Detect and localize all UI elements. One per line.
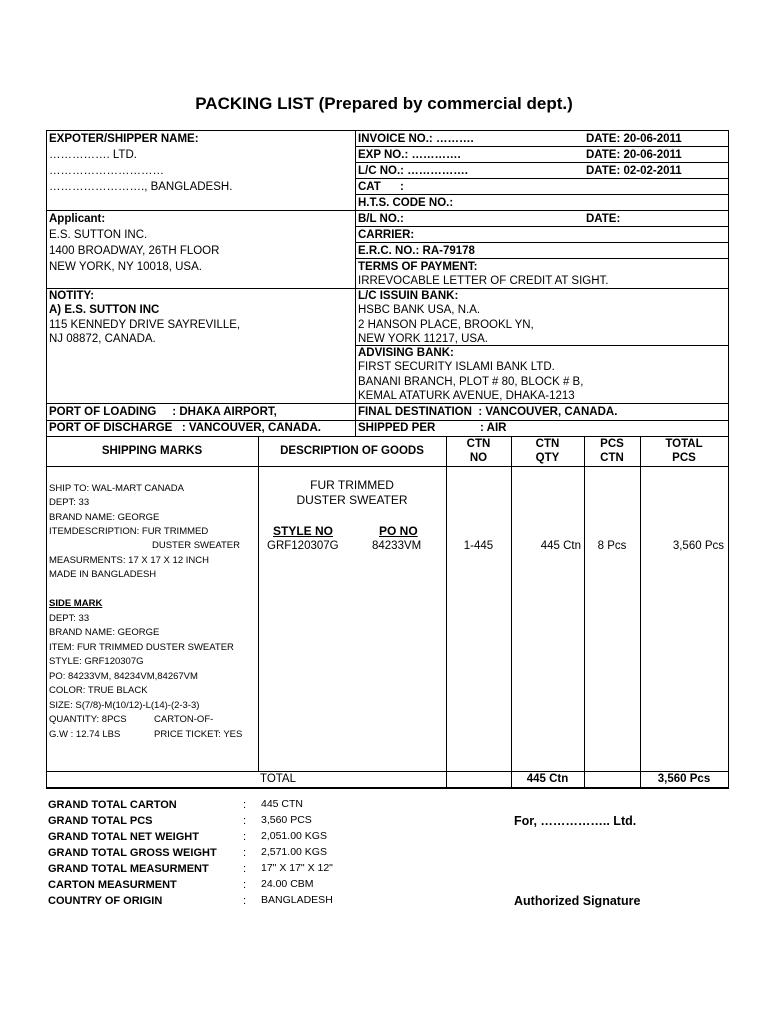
shipping-mark-line: MADE IN BANGLADESH [49,569,157,580]
total-ctn: 445 Ctn [526,773,569,785]
packing-list-table [46,130,729,790]
shipping-mark-line: DUSTER SWEATER [152,540,240,551]
side-mark-line: ITEM: FUR TRIMMED DUSTER SWEATER [49,642,234,653]
rule [355,226,729,227]
ctn-no-value: 1-445 [463,540,494,552]
summary-value: 2,051.00 KGS [261,830,327,842]
authorized-signature-label: Authorized Signature [514,894,641,908]
col-ctn-no: CTN [466,438,491,450]
shipper-heading: EXPOTER/SHIPPER NAME: [49,133,199,145]
final-destination: FINAL DESTINATION : VANCOUVER, CANADA. [358,406,618,418]
erc-no: E.R.C. NO.: RA-79178 [358,245,475,257]
summary-colon: : [243,831,247,843]
hts-code: H.T.S. CODE NO.: [358,197,454,209]
summary-colon: : [243,799,247,811]
signature-for-line: For, …………….. Ltd. [514,814,637,828]
po-no-heading: PO NO [379,524,418,538]
lc-bank-line: NEW YORK 11217, USA. [358,333,488,345]
side-mark-line: PO: 84233VM, 84234VM,84267VM [49,671,198,682]
summary-colon: : [243,895,247,907]
total-pcs-sum: 3,560 Pcs [657,773,711,785]
rule [46,130,47,789]
summary-colon: : [243,815,247,827]
cat-field: CAT : [358,181,404,193]
side-mark-line: SIZE: S(7/8)-M(10/12)-L(14)-(2-3-3) [49,700,200,711]
col-pcs-ctn: CTN [600,452,624,464]
rule [355,258,729,259]
summary-value: 24.00 CBM [261,878,314,890]
invoice-date: DATE: 20-06-2011 [586,133,682,145]
side-mark-line: BRAND NAME: GEORGE [49,627,160,638]
port-of-discharge: PORT OF DISCHARGE : VANCOUVER, CANADA. [49,422,321,434]
advising-bank-heading: ADVISING BANK: [358,347,454,359]
rule [46,771,729,772]
port-of-loading: PORT OF LOADING : DHAKA AIRPORT, [49,406,277,418]
exp-no: EXP NO.: …………. [358,149,461,161]
lc-bank-heading: L/C ISSUIN BANK: [358,290,459,302]
rule [355,242,729,243]
rule [46,787,729,789]
applicant-heading: Applicant: [49,213,106,225]
notify-line: NJ 08872, CANADA. [49,333,156,345]
col-description: DESCRIPTION OF GOODS [280,445,424,457]
notify-heading: NOTITY: [49,290,95,302]
notify-line: 115 KENNEDY DRIVE SAYREVILLE, [49,319,241,331]
bl-no: B/L NO.: [358,213,404,225]
goods-description-line: DUSTER SWEATER [296,493,408,507]
carrier: CARRIER: [358,229,415,241]
col-total-pcs: PCS [672,452,696,464]
shipper-line: ……………. LTD. [49,149,137,161]
advising-bank-line: BANANI BRANCH, PLOT # 80, BLOCK # B, [358,376,584,388]
shipping-mark-line: ITEMDESCRIPTION: FUR TRIMMED [49,526,209,537]
lc-date: DATE: 02-02-2011 [586,165,682,177]
applicant-line: 1400 BROADWAY, 26TH FLOOR [49,245,220,257]
rule [640,436,641,788]
side-mark-carton-of: CARTON-OF- [154,714,214,725]
col-shipping-marks: SHIPPING MARKS [101,445,203,457]
summary-colon: : [243,863,247,875]
rule [355,194,729,195]
rule [728,130,729,789]
lc-bank-line: HSBC BANK USA, N.A. [358,304,481,316]
style-no-value: GRF120307G [267,540,339,552]
terms-value: IRREVOCABLE LETTER OF CREDIT AT SIGHT. [358,275,609,287]
rule [355,146,729,147]
side-mark-heading: SIDE MARK [49,598,103,609]
invoice-no: INVOICE NO.: ………. [358,133,474,145]
notify-name: A) E.S. SUTTON INC [49,304,160,316]
rule [46,403,729,404]
lc-no: L/C NO.: ……………. [358,165,468,177]
bl-date: DATE: [586,213,621,225]
advising-bank-line: KEMAL ATATURK AVENUE, DHAKA-1213 [358,390,575,402]
ctn-qty-value: 445 Ctn [540,540,581,552]
rule [446,436,447,788]
po-no-value: 84233VM [372,540,422,552]
col-pcs-ctn: PCS [600,438,624,450]
summary-value: 17" X 17" X 12" [261,862,333,874]
style-no-heading: STYLE NO [273,524,334,538]
shipping-mark-line: SHIP TO: WAL-MART CANADA [49,483,184,494]
applicant-line: E.S. SUTTON INC. [49,229,148,241]
rule [584,436,585,788]
side-mark-gw: G.W : 12.74 LBS [49,729,121,740]
side-mark-line: STYLE: GRF120307G [49,656,144,667]
shipped-per: SHIPPED PER : AIR [358,422,507,434]
side-mark-price-ticket: PRICE TICKET: YES [154,729,243,740]
summary-label: CARTON MEASURMENT [48,879,177,891]
summary-value: 445 CTN [261,798,304,810]
col-total-pcs: TOTAL [665,438,703,450]
lc-bank-line: 2 HANSON PLACE, BROOKL YN, [358,319,534,331]
terms-heading: TERMS OF PAYMENT: [358,261,478,273]
total-pcs-value: 3,560 Pcs [672,540,724,552]
rule [355,178,729,179]
goods-description-line: FUR TRIMMED [310,478,394,492]
col-ctn-no: NO [469,452,488,464]
summary-label: GRAND TOTAL CARTON [48,799,177,811]
col-ctn-qty: QTY [535,452,560,464]
side-mark-line: DEPT: 33 [49,613,90,624]
summary-label: COUNTRY OF ORIGIN [48,895,163,907]
rule [46,130,729,131]
summary-label: GRAND TOTAL MEASURMENT [48,863,209,875]
summary-value: BANGLADESH [261,894,333,906]
summary-label: GRAND TOTAL GROSS WEIGHT [48,847,217,859]
col-ctn-qty: CTN [535,438,560,450]
side-mark-quantity: QUANTITY: 8PCS [49,714,127,725]
summary-label: GRAND TOTAL NET WEIGHT [48,831,199,843]
pcs-ctn-value: 8 Pcs [597,540,627,552]
rule [355,162,729,163]
summary-value: 2,571.00 KGS [261,846,327,858]
document-title: PACKING LIST (Prepared by commercial dept.) [195,94,573,113]
rule [355,130,356,436]
rule [46,210,729,211]
rule [511,436,512,788]
side-mark-line: COLOR: TRUE BLACK [49,685,148,696]
advising-bank-line: FIRST SECURITY ISLAMI BANK LTD. [358,361,555,373]
shipping-mark-line: BRAND NAME: GEORGE [49,512,160,523]
summary-colon: : [243,879,247,891]
shipper-line: ………………………… [49,165,164,177]
total-label: TOTAL [260,773,296,785]
shipping-mark-line: MEASURMENTS: 17 X 17 X 12 INCH [49,555,209,566]
rule [46,466,729,467]
shipper-line: ……………………., BANGLADESH. [49,181,233,193]
shipping-mark-line: DEPT: 33 [49,497,90,508]
exp-date: DATE: 20-06-2011 [586,149,682,161]
summary-label: GRAND TOTAL PCS [48,815,153,827]
summary-colon: : [243,847,247,859]
summary-value: 3,560 PCS [261,814,312,826]
applicant-line: NEW YORK, NY 10018, USA. [49,261,202,273]
